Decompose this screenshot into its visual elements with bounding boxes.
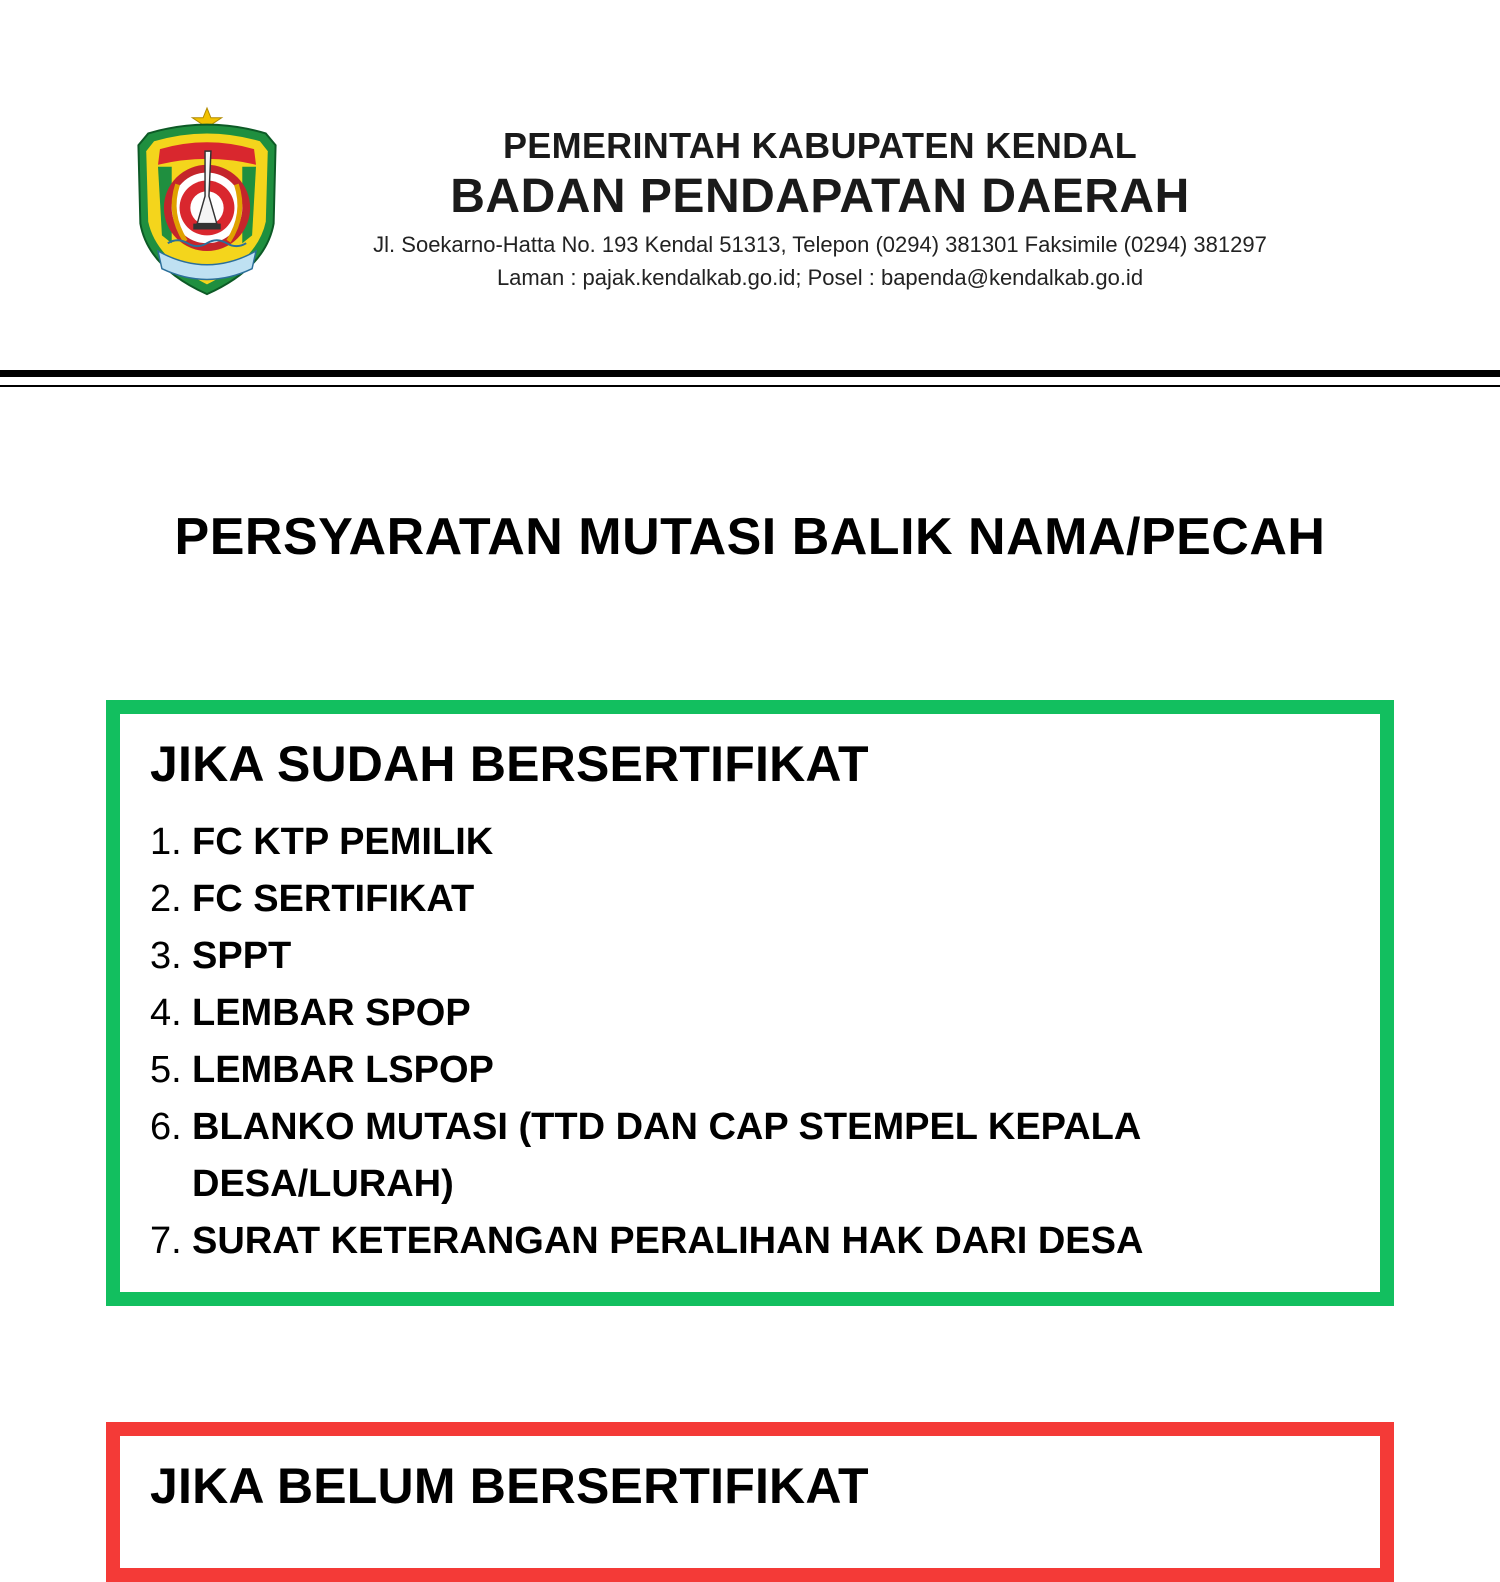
letterhead-divider-thick xyxy=(0,370,1500,377)
agency-contact: Laman : pajak.kendalkab.go.id; Posel : bapenda@kendalkab.go.id xyxy=(496,265,1144,290)
emblem-graphic xyxy=(128,106,286,302)
list-item xyxy=(150,1042,1350,1099)
list-item xyxy=(150,814,1350,871)
agency-address: Jl. Soekarno-Hatta No. 193 Kendal 51313, Telepon (0294) 381301 Faksimile (0294) 381297 xyxy=(373,232,1267,257)
letterhead xyxy=(320,124,1320,294)
list-item-number: 3. xyxy=(150,935,182,977)
list-item-text: SURAT KETERANGAN PERALIHAN HAK DARI DESA xyxy=(192,1220,1144,1262)
list-item-number: 4. xyxy=(150,992,182,1034)
list-item-number: 2. xyxy=(150,878,182,920)
list-item xyxy=(150,985,1350,1042)
list-item xyxy=(150,871,1350,928)
list-item-text: LEMBAR LSPOP xyxy=(192,1049,494,1091)
list-item xyxy=(150,1213,1350,1270)
list-item-text: FC SERTIFIKAT xyxy=(192,878,475,920)
list-item xyxy=(150,1099,1350,1213)
list-item-number: 7. xyxy=(150,1220,182,1262)
uncertified-requirements-box xyxy=(106,1422,1394,1582)
letterhead-divider-thin xyxy=(0,385,1500,387)
certified-requirements-list xyxy=(150,814,1350,1270)
list-item-text: BLANKO MUTASI (TTD DAN CAP STEMPEL KEPALA DESA/LURAH) xyxy=(192,1106,1140,1205)
list-item-text: LEMBAR SPOP xyxy=(192,992,471,1034)
list-item-number: 6. xyxy=(150,1106,182,1148)
uncertified-heading: JIKA BELUM BERSERTIFIKAT xyxy=(150,1458,869,1514)
government-name: PEMERINTAH KABUPATEN KENDAL xyxy=(502,125,1138,166)
list-item-text: FC KTP PEMILIK xyxy=(192,821,494,863)
page-title: PERSYARATAN MUTASI BALIK NAMA/PECAH xyxy=(174,508,1326,566)
kendal-regency-emblem-icon xyxy=(128,106,286,302)
certified-heading: JIKA SUDAH BERSERTIFIKAT xyxy=(150,736,869,792)
list-item xyxy=(150,928,1350,985)
list-item-number: 5. xyxy=(150,1049,182,1091)
list-item-text: SPPT xyxy=(192,935,292,977)
agency-name: BADAN PENDAPATAN DAERAH xyxy=(450,170,1190,223)
certified-requirements-box xyxy=(106,700,1394,1306)
list-item-number: 1. xyxy=(150,821,182,863)
